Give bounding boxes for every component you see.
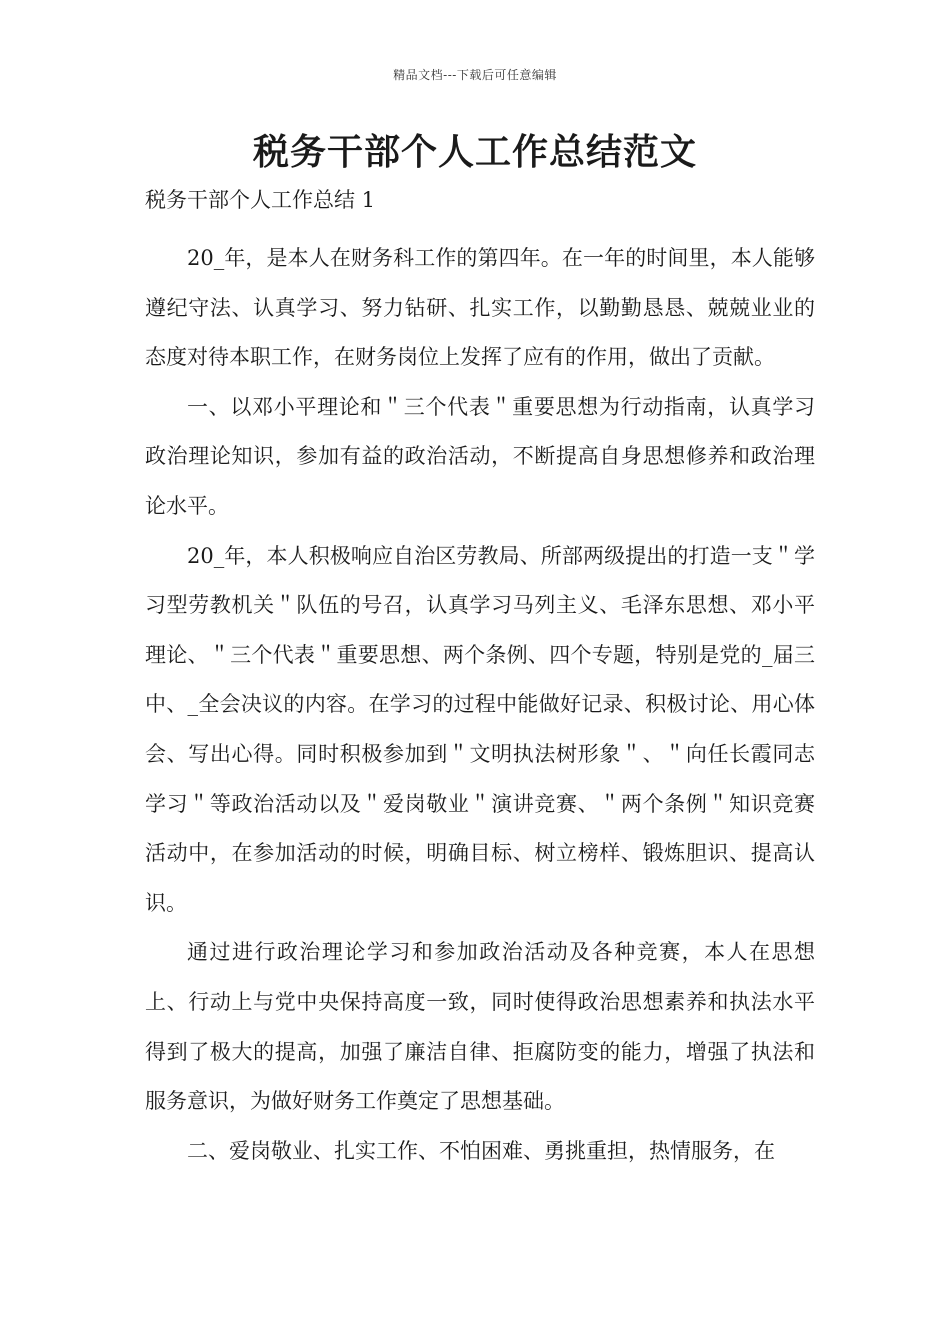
section-subtitle: 税务干部个人工作总结 1	[145, 188, 376, 212]
paragraph: 一、以邓小平理论和＂三个代表＂重要思想为行动指南，认真学习政治理论知识，参加有益的政治活动，不断提高自身思想修养和政治理论水平。	[145, 394, 815, 518]
header-note: 精品文档---下载后可任意编辑	[393, 68, 557, 82]
paragraph: 20_年，本人积极响应自治区劳教局、所部两级提出的打造一支＂学习型劳教机关＂队伍的号召，认真学习马列主义、毛泽东思想、邓小平理论、＂三个代表＂重要思想、两个条例、四个专题，特别是党的_届三中、_全会决议的内容。在学习的过程中能做好记录、积极讨论、用心体会、写出心得。同时积极参加到＂文明执法树形象＂、＂向任长霞同志学习＂等政治活动以及＂爱岗敬业＂演讲竞赛、＂两个条例＂知识竞赛活动中，在参加活动的时候，明确目标、树立榜样、锻炼胆识、提高认识。	[145, 543, 815, 915]
document-title: 税务干部个人工作总结范文	[252, 131, 697, 173]
paragraph: 通过进行政治理论学习和参加政治活动及各种竞赛，本人在思想上、行动上与党中央保持高度一致，同时使得政治思想素养和执法水平得到了极大的提高，加强了廉洁自律、拒腐防变的能力，增强了执法和服务意识，为做好财务工作奠定了思想基础。	[145, 940, 815, 1114]
paragraph: 20_年，是本人在财务科工作的第四年。在一年的时间里，本人能够遵纪守法、认真学习、努力钻研、扎实工作，以勤勤恳恳、兢兢业业的态度对待本职工作，在财务岗位上发挥了应有的作用，做出了贡献。	[145, 246, 815, 370]
paragraph: 二、爱岗敬业、扎实工作、不怕困难、勇挑重担，热情服务，在	[187, 1138, 775, 1163]
document-body	[145, 185, 815, 1176]
